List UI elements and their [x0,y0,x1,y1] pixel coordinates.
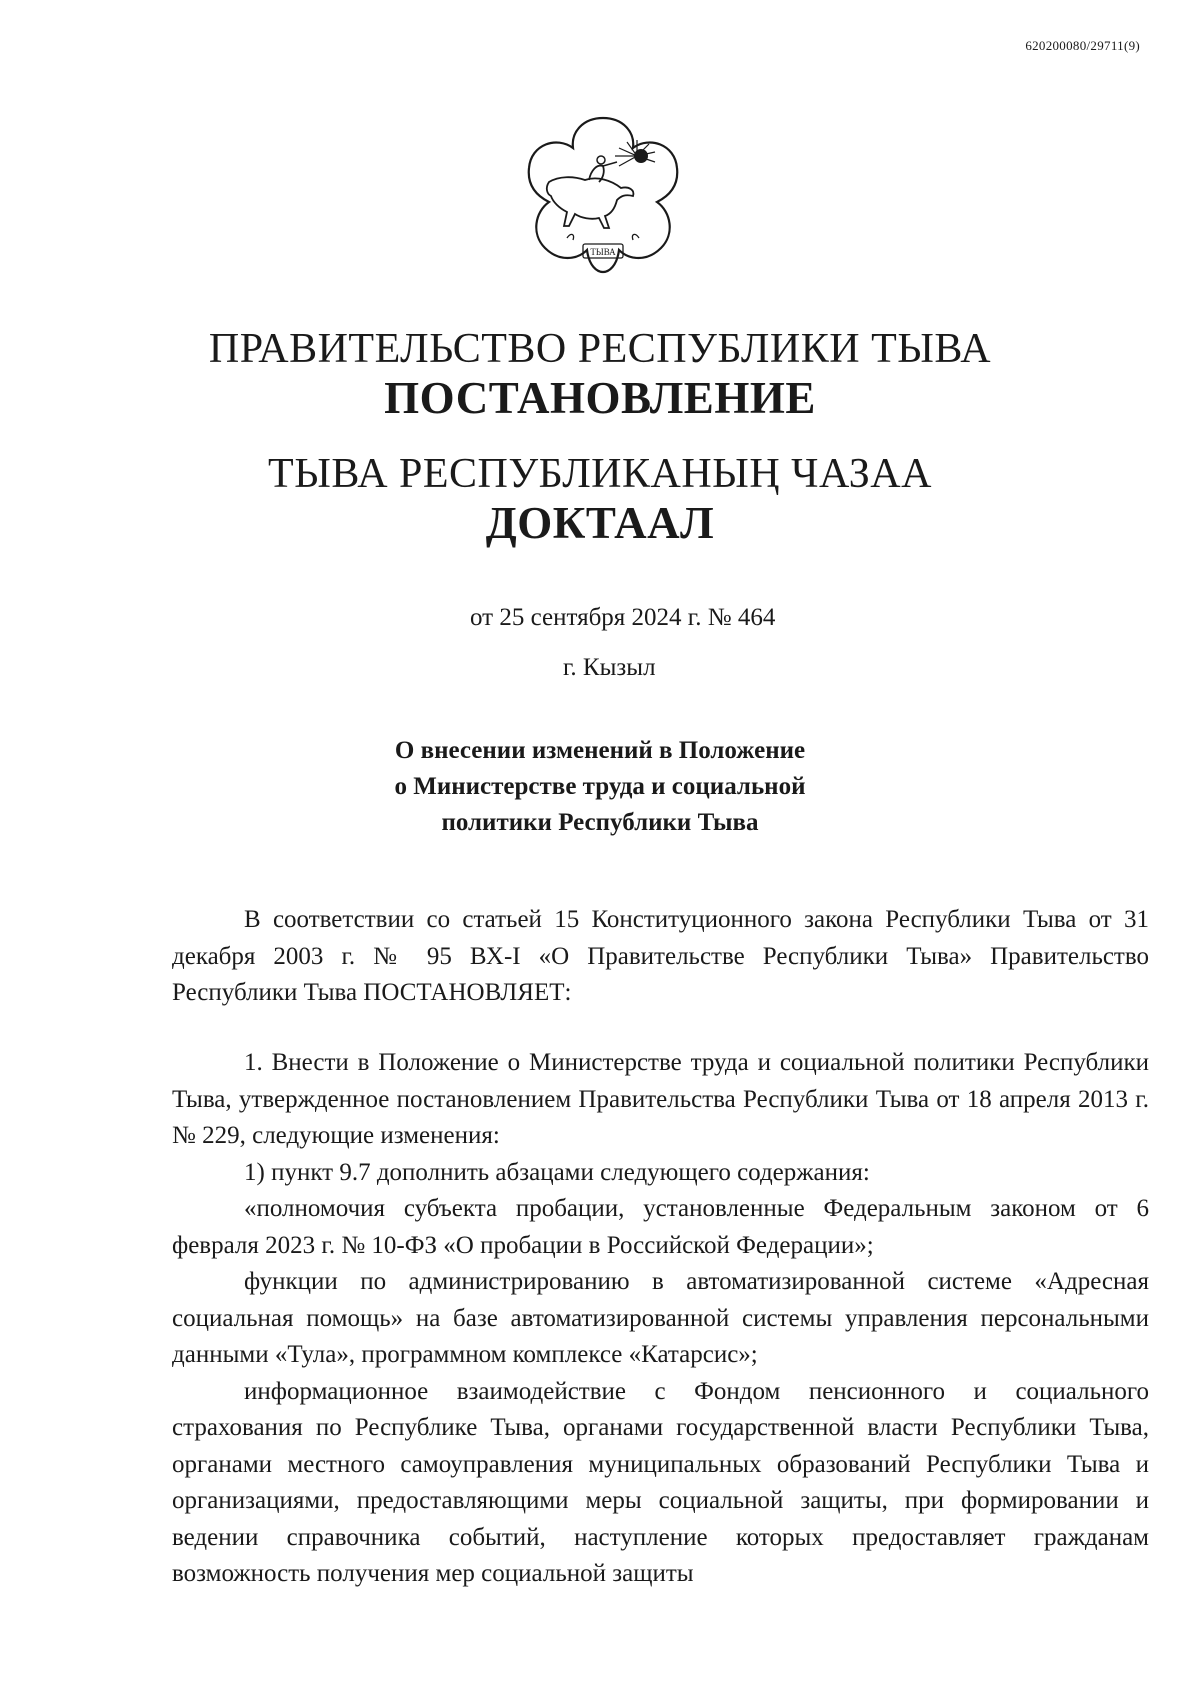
government-title-tyv: ТЫВА РЕСПУБЛИКАНЫҢ ЧАЗАА [268,451,932,497]
emblem-inscription: ТЫВА [590,247,616,257]
paragraph: функции по администрированию в автоматизированной системе «Адресная социальная помощь» на базе автоматизированной системы управления персональными данными «Тула», программном комплексе «Катарсис»; [172,1268,1149,1368]
document-code: 620200080/29711(9) [1025,38,1140,53]
paragraph: 1) пункт 9.7 дополнить абзацами следующего содержания: [244,1158,870,1186]
doc-type-title-tyv: ДОКТААЛ [485,498,715,548]
paragraph: информационное взаимодействие с Фондом пенсионного и социального страхования по Республике Тыва, органами государственной власти Республики Тыва, органами местного самоуправления муниципальных образований Республики Тыва и организациями, предоставляющими меры социальной защиты, при формировании и ведении справочника событий, наступление которых предоставляет гражданам возможность получения мер социальной защиты [172,1377,1149,1587]
paragraph: «полномочия субъекта пробации, установленные Федеральным законом от 6 февраля 2023 г. № 10-ФЗ «О пробации в Российской Федерации»; [172,1195,1149,1259]
resolution-body [172,1045,1149,1593]
government-title-ru: ПРАВИТЕЛЬСТВО РЕСПУБЛИКИ ТЫВА [208,326,992,372]
paragraph: 1. Внести в Положение о Министерстве труда и социальной политики Республики Тыва, утвержденное постановлением Правительства Республики Тыва от 18 апреля 2013 г. № 229, следующие изменения: [172,1049,1149,1149]
subject-line: о Министерстве труда и социальной [394,773,806,800]
doc-type-title-ru: ПОСТАНОВЛЕНИЕ [384,373,816,423]
document-date-number: от 25 сентября 2024 г. № 464 [470,604,776,631]
preamble [172,902,1149,1012]
document-city: г. Кызыл [563,654,656,681]
subject-line: политики Республики Тыва [441,809,759,836]
coat-of-arms-icon [519,110,687,278]
document-subject [300,733,900,841]
paragraph: В соответствии со статьей 15 Конституционного закона Республики Тыва от 31 декабря 2003 г. № 95 ВХ-I «О Правительстве Республики Тыва» Правительство Республики Тыва ПОСТАНОВЛЯЕТ: [172,906,1149,1006]
subject-line: О внесении изменений в Положение [394,737,806,764]
